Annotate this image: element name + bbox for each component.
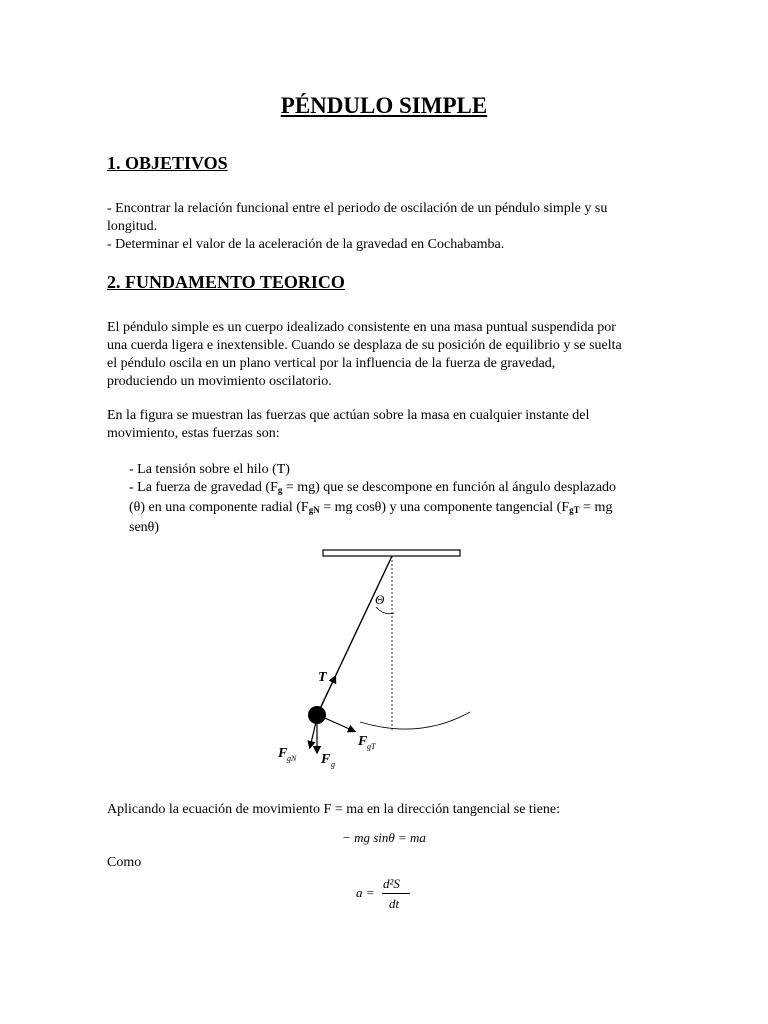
equation-tangential-motion: − mg sinθ = ma	[342, 830, 426, 845]
pendulum-diagram	[270, 540, 500, 775]
fg-label: F	[321, 752, 331, 767]
bullet-components-sub-1: gN	[308, 505, 320, 515]
theta-label: Θ	[375, 592, 385, 607]
p1-line-2: una cuerda ligera e inextensible. Cuando se desplaza de su posición de equilibrio y se suelta	[107, 338, 622, 353]
objetivo-1-line-2: longitud.	[107, 219, 158, 234]
fgN-label: F	[278, 746, 288, 761]
p1-line-3: el péndulo oscila en un plano vertical por la influencia de la fuerza de gravedad,	[107, 356, 556, 371]
section-heading-objetivos: 1. OBJETIVOS	[107, 153, 228, 173]
fg-subscript: g	[331, 760, 335, 769]
objetivo-2: - Determinar el valor de la aceleración de la gravedad en Cochabamba.	[107, 237, 505, 252]
bullet-components-sub-2: gT	[569, 505, 580, 515]
fgN-subscript: gN	[287, 754, 297, 763]
p2-line-1: En la figura se muestran las fuerzas que actúan sobre la masa en cualquier instante del	[107, 408, 590, 423]
objetivos-list	[107, 200, 667, 254]
bullet-gravity-text-b: = mg) que se descompone en función al ángulo desplazado	[282, 480, 617, 495]
force-list	[129, 461, 669, 537]
fgT-label: F	[358, 734, 368, 749]
angle-arc	[376, 607, 394, 614]
p1-line-1: El péndulo simple es un cuerpo idealizado consistente en una masa puntual suspendida por	[107, 320, 616, 335]
fundamento-paragraph-2	[107, 407, 667, 443]
tension-label: T	[318, 670, 327, 685]
fgT-subscript: gT	[367, 742, 376, 751]
equation-acceleration-denominator: dt	[389, 896, 400, 911]
fraction-bar	[382, 893, 410, 894]
bullet-tension: - La tensión sobre el hilo (T)	[129, 462, 290, 477]
pendulum-mass	[308, 706, 326, 724]
bullet-gravity-text-a: - La fuerza de gravedad (F	[129, 480, 278, 495]
p2-line-2: movimiento, estas fuerzas son:	[107, 426, 280, 441]
bullet-gravity	[129, 480, 616, 495]
pendulum-support-bar	[323, 550, 460, 556]
objetivo-1-line-1: - Encontrar la relación funcional entre el periodo de oscilación de un péndulo simple y su	[107, 201, 608, 216]
fundamento-paragraph-3: Aplicando la ecuación de movimiento F = ma en la dirección tangencial se tiene:	[107, 802, 561, 817]
bullet-components-end: senθ)	[129, 520, 160, 535]
bullet-components	[129, 500, 612, 515]
equation-acceleration-lhs: a =	[356, 885, 375, 900]
document-title: PÉNDULO SIMPLE	[280, 93, 488, 118]
bullet-components-text-c: = mg	[579, 500, 613, 515]
p1-line-4: produciendo un movimiento oscilatorio.	[107, 374, 332, 389]
bullet-components-text-b: = mg cosθ) y una componente tangencial (F	[319, 500, 570, 515]
fundamento-paragraph-1	[107, 319, 667, 391]
section-heading-fundamento: 2. FUNDAMENTO TEORICO	[107, 272, 345, 292]
bullet-components-text-a: (θ) en una componente radial (F	[129, 500, 309, 515]
bullet-gravity-sub: g	[277, 485, 283, 495]
como-label: Como	[107, 855, 142, 870]
equation-acceleration-numerator: d²S	[383, 876, 400, 891]
swing-arc	[360, 712, 470, 729]
